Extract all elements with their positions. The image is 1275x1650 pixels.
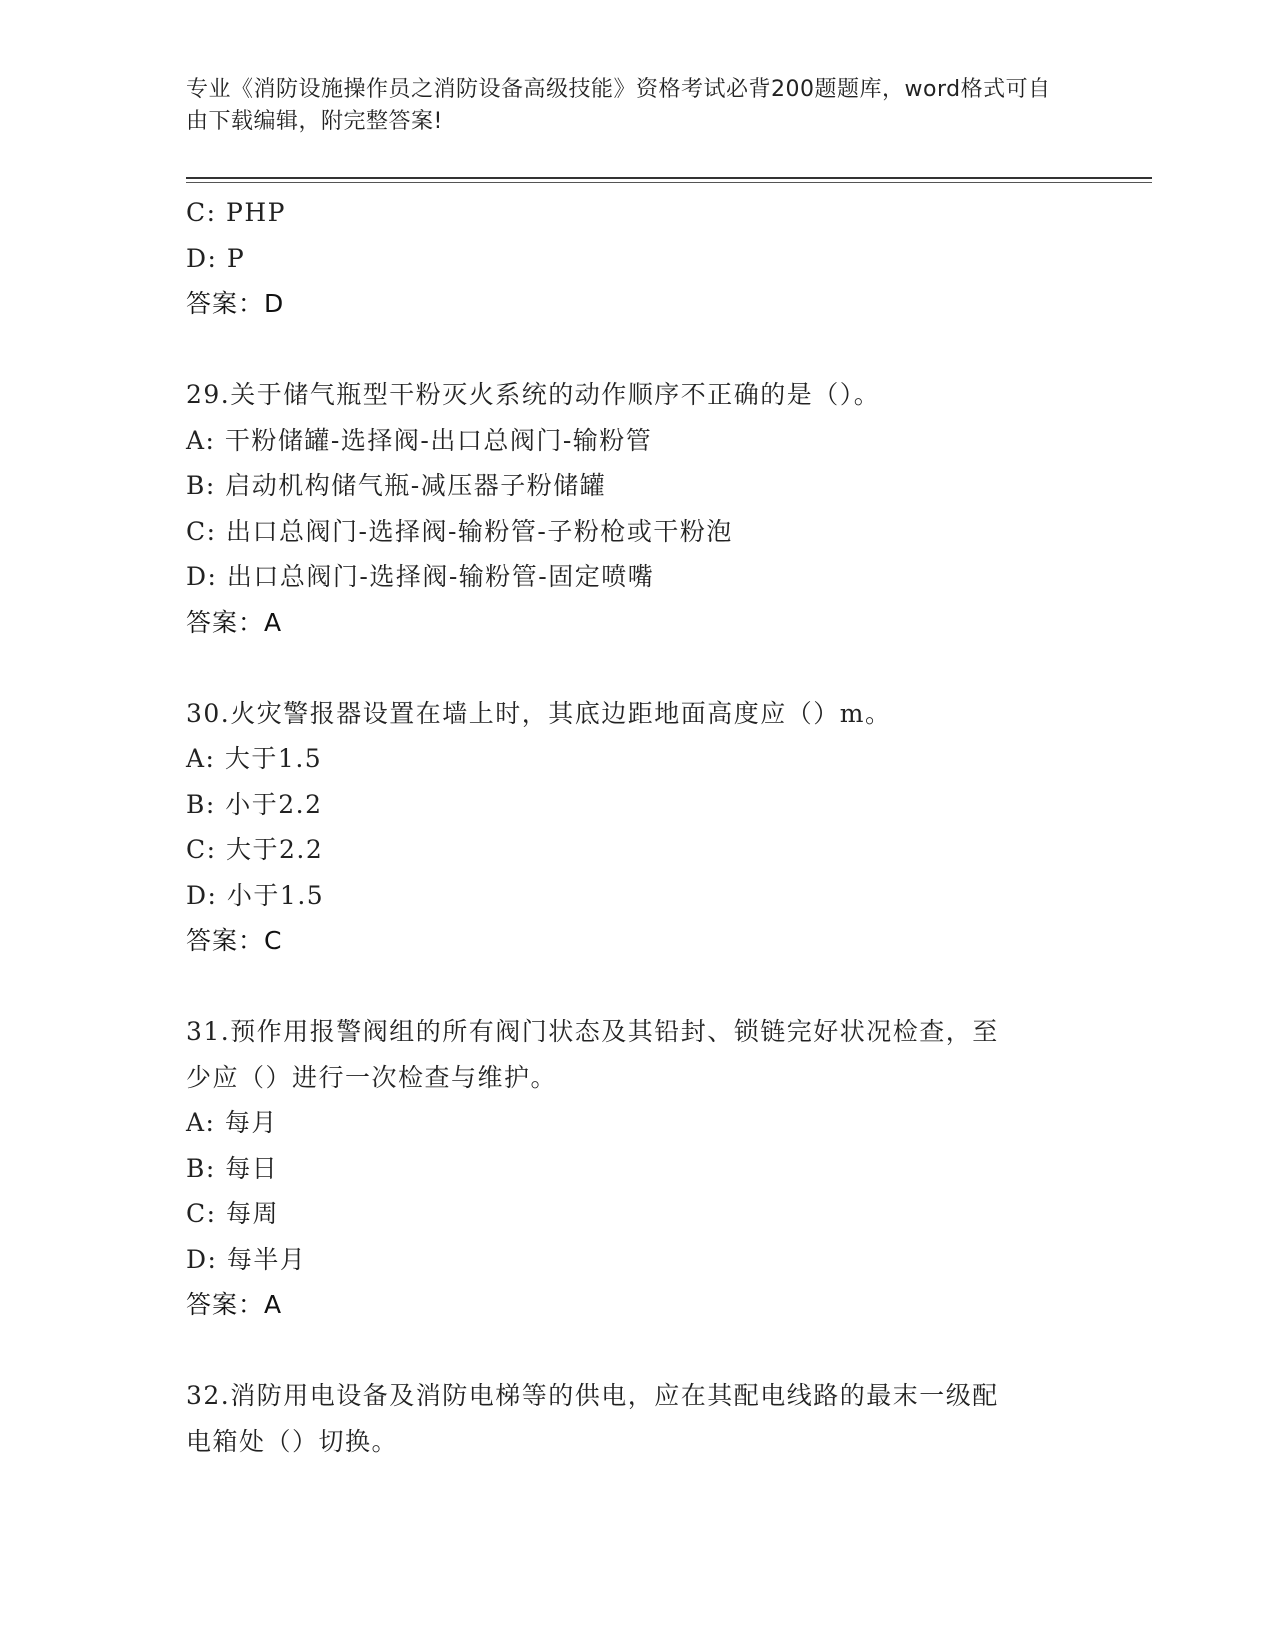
question-30 bbox=[186, 691, 1086, 964]
partial-question bbox=[186, 190, 1086, 327]
option-d: D: P bbox=[186, 243, 246, 273]
option-c: C: 大于2.2 bbox=[186, 835, 324, 864]
option-b: B: 每日 bbox=[186, 1153, 279, 1183]
question-29 bbox=[186, 372, 1086, 645]
answer: 答案：A bbox=[186, 1290, 283, 1319]
option-a: A: 大于1.5 bbox=[186, 744, 323, 773]
answer: 答案：A bbox=[186, 607, 283, 637]
question-31 bbox=[186, 1009, 1086, 1328]
option-d: D: 每半月 bbox=[186, 1244, 307, 1274]
option-a: A: 干粉储罐-选择阀-出口总阀门-输粉管 bbox=[186, 425, 653, 455]
option-b: B: 启动机构储气瓶-减压器子粉储罐 bbox=[186, 471, 607, 500]
answer: 答案：C bbox=[186, 926, 283, 955]
question-stem-line-1: 32.消防用电设备及消防电梯等的供电，应在其配电线路的最末一级配 bbox=[186, 1381, 999, 1410]
spacer bbox=[186, 1328, 1086, 1374]
document-header: 专业《消防设施操作员之消防设备高级技能》资格考试必背200题题库，word格式可自由下载编辑，附完整答案! bbox=[186, 77, 1051, 134]
option-a: A: 每月 bbox=[186, 1108, 278, 1137]
question-stem-line-2: 少应（）进行一次检查与维护。 bbox=[186, 1062, 558, 1092]
question-stem: 29.关于储气瓶型干粉灭火系统的动作顺序不正确的是（）。 bbox=[186, 380, 881, 409]
spacer bbox=[186, 645, 1086, 691]
option-c: C: 每周 bbox=[186, 1199, 279, 1228]
spacer bbox=[186, 964, 1086, 1010]
question-stem-line-1: 31.预作用报警阀组的所有阀门状态及其铅封、锁链完好状况检查，至 bbox=[186, 1017, 999, 1046]
option-b: B: 小于2.2 bbox=[186, 789, 323, 819]
option-d: D: 小于1.5 bbox=[186, 880, 325, 910]
header-rule-thin bbox=[186, 182, 1152, 183]
option-c: C: 出口总阀门-选择阀-输粉管-子粉枪或干粉泡 bbox=[186, 516, 733, 546]
answer: 答案：D bbox=[186, 289, 285, 318]
header-rule-thick bbox=[186, 177, 1152, 179]
option-d: D: 出口总阀门-选择阀-输粉管-固定喷嘴 bbox=[186, 562, 655, 591]
spacer bbox=[186, 327, 1086, 373]
question-stem: 30.火灾警报器设置在墙上时，其底边距地面高度应（）m。 bbox=[186, 698, 892, 728]
question-list bbox=[186, 190, 1086, 1464]
question-32 bbox=[186, 1373, 1086, 1464]
option-c: C: PHP bbox=[186, 198, 286, 227]
question-stem-line-2: 电箱处（）切换。 bbox=[186, 1426, 399, 1456]
